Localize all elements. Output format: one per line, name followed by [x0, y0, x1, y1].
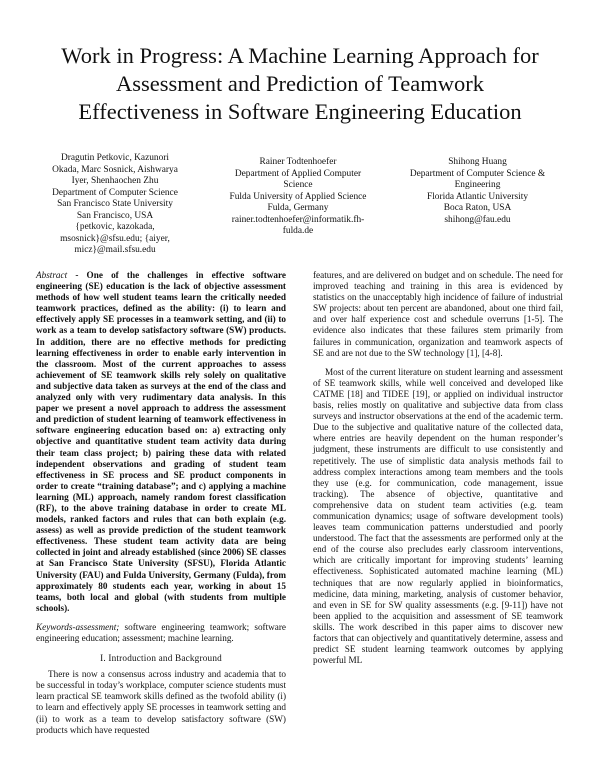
author-line: Science — [283, 180, 313, 190]
paper-title — [40, 42, 560, 126]
body-paragraph: There is now a consensus across industry and academia that to be successful in today’s workplace, computer science students must learn practical SE teamwork skills defined as the twofold ability (i) to learn and effectively apply SE processes in teamwork setting and (ii) to work as a team to develop satisfactory software (SW) products which have requested — [36, 669, 286, 735]
author-line: Okada, Marc Sosnick, Aishwarya — [52, 164, 178, 175]
body-paragraph: features, and are delivered on budget and on schedule. The need for improved teaching and training in this area is evidenced by statistics on the unacceptably high incidence of failure of industrial SW projects: about ten percent are abandoned, about one third fail, and over half experience cost and schedule overruns [1-5]. The evidence also indicates that these failures stem primarily from failures in communication, organization and teamwork aspects of SE and are not due to the SW technology [1], [4-8]. — [313, 270, 563, 358]
author-line: Department of Computer Science — [52, 187, 178, 198]
keywords-label: Keywords-assessment; — [36, 621, 120, 632]
author-line: rainer.todtenhoefer@informatik.fh- — [231, 214, 365, 225]
author-line: Dragutin Petkovic, Kazunori — [60, 153, 170, 163]
title-line: Work in Progress: A Machine Learning Approach for — [61, 43, 539, 68]
author-line: San Francisco State University — [57, 199, 173, 209]
author-line: Iyer, Shenhaochen Zhu — [71, 176, 159, 186]
keywords-text: software engineering teamwork; software engineering education; assessment; machine learning. — [36, 621, 286, 643]
author-affiliation-2 — [213, 157, 383, 238]
abstract-label: Abstract — [36, 270, 68, 280]
left-column — [36, 270, 286, 736]
author-line: Boca Raton, USA — [443, 203, 512, 213]
abstract — [36, 270, 286, 614]
author-line: Department of Computer Science & — [409, 168, 546, 179]
author-line: Department of Applied Computer — [234, 168, 362, 179]
title-line: Assessment and Prediction of Teamwork — [116, 71, 484, 96]
author-line: msosnick}@sfsu.edu; {aiyer, — [60, 233, 170, 244]
abstract-text: - One of the challenges in effective software engineering (SE) education is the lack of objective assessment methods of how well student teams learn the critically needed teamwork practices, defined as the ability: (i) to learn and effectively apply SE processes in a teamwork setting, and (ii) to work as a team to develop satisfactory software (SW) products. In addition, there are no effective methods for predicting learning effectiveness in order to enable early intervention in the classroom. Most of the current approaches to assess achievement of SE teamwork skills rely solely on qualitative and subjective data taken as surveys at the end of the class and analyzed only with very rudimentary data analysis. In this paper we present a novel approach to address the assessment and prediction of student learning of teamwork effectiveness in software engineering education based on: a) extracting only objective and quantitative student team activity data during their team class project; b) pairing these data with related independent observations and grading of student team effectiveness in SE process and SE product components in order to create “training database”; and c) applying a machine learning (ML) approach, namely random forest classification (RF), to the above training database in order to create ML models, ranked factors and rules that can both explain (e.g. assess) as well as provide prediction of the student teamwork effectiveness. These student team activity data are being collected in joint and already established (since 2006) SE classes at San Francisco State University (SFSU), Florida Atlantic University (FAU) and Fulda University, Germany (Fulda), from approximately 80 students each year, working in about 15 teams, both local and global (with students from multiple schools). — [36, 270, 286, 613]
author-affiliation-1 — [30, 153, 200, 257]
keywords — [36, 622, 286, 644]
author-line: micz}@mail.sfsu.edu — [74, 245, 156, 255]
author-line: fulda.de — [282, 226, 314, 236]
body-paragraph: Most of the current literature on student learning and assessment of SE teamwork skills, while well conceived and developed like CATME [18] and TIDEE [19], or applied on individual instructor basis, relies mostly on qualitative and subjective data from class surveys and instructor observations at the end of the academic term. Due to the subjective and qualitative nature of the collected data, where entries are heavily dependent on the human responder’s judgment, these instruments are difficult to use consistently and repetitively. The use of simplistic data analysis methods fail to address complex interactions among team members and the tools they use (e.g. for communication, code management, issue tracking). The absence of objective, quantitative and comprehensive data on student team activities (e.g. team communication dynamics; usage of software development tools) leaves team communication patterns understudied and poorly understood. The fact that the assessments are performed only at the end of the course also precludes early classroom interventions, which are critically important for improving students’ learning effectiveness. Sophisticated automated machine learning (ML) techniques that are now regularly applied in bioinformatics, medicine, data mining, marketing, analysis of customer behavior, and even in SE for SW quality assessments (e.g. [9-11]) have not been applied to the acquisition and assessment of SE teamwork skills. The work described in this paper aims to discover new factors that can objectively and quantitatively determine, assess and predict SE student learning teamwork outcomes by applying powerful ML — [313, 366, 563, 666]
author-line: Fulda University of Applied Science — [229, 191, 367, 202]
author-line: Shihong Huang — [448, 157, 507, 167]
author-line: shihong@fau.edu — [444, 214, 511, 225]
author-line: Engineering — [454, 180, 501, 190]
author-line: Rainer Todtenhoefer — [259, 157, 337, 167]
author-line: San Francisco, USA — [76, 210, 154, 221]
author-line: Fulda, Germany — [267, 203, 329, 213]
right-column — [313, 270, 563, 666]
author-affiliation-3 — [390, 157, 565, 226]
author-line: {petkovic, kazokada, — [75, 222, 155, 232]
title-line: Effectiveness in Software Engineering Education — [78, 99, 522, 124]
author-line: Florida Atlantic University — [426, 191, 529, 202]
section-heading: I. Introduction and Background — [100, 653, 222, 664]
